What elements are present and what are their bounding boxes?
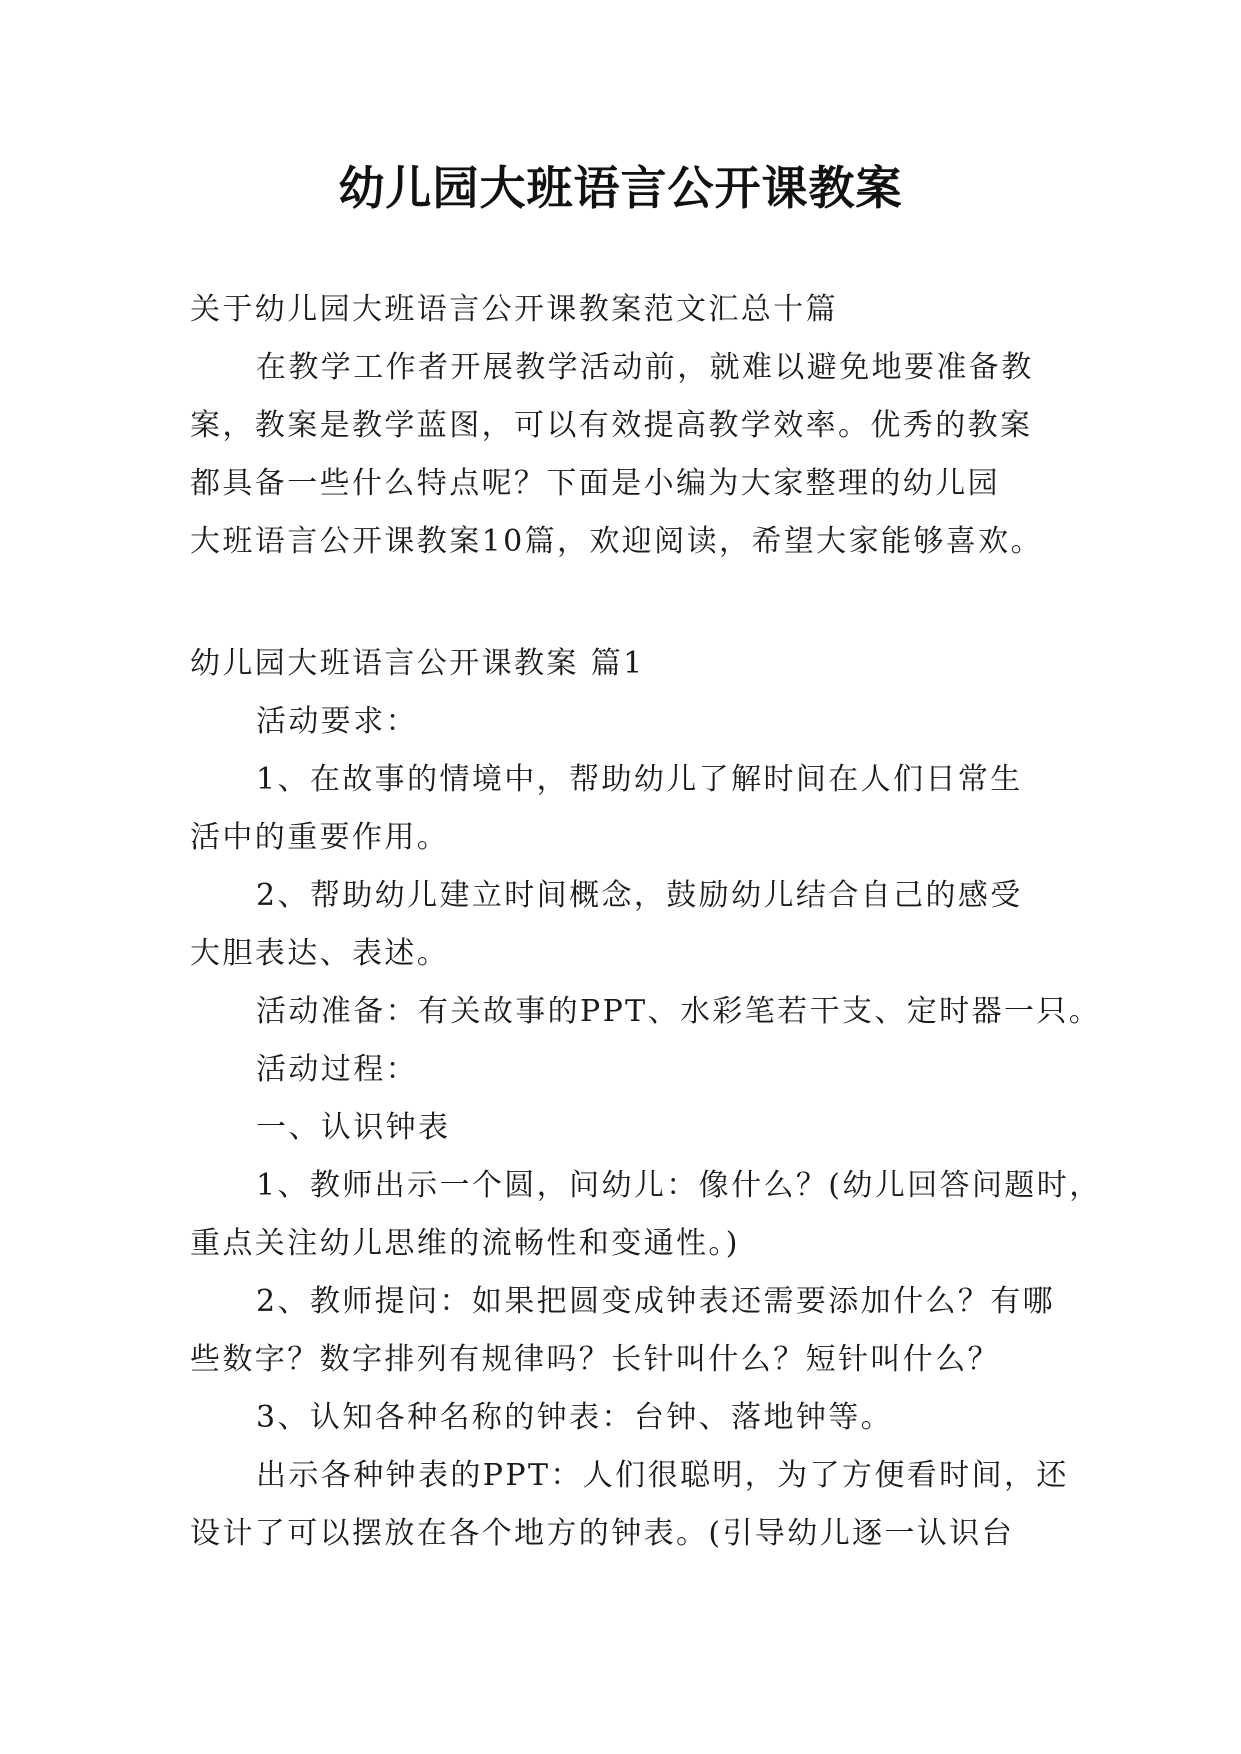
paragraph-line: 2、教师提问：如果把圆变成钟表还需要添加什么？有哪 xyxy=(256,1284,1056,1319)
paragraph-line: 大班语言公开课教案10篇，欢迎阅读，希望大家能够喜欢。 xyxy=(190,524,1043,559)
paragraph-line: 一、认识钟表 xyxy=(256,1110,451,1145)
paragraph-line: 案，教案是教学蓝图，可以有效提高教学效率。优秀的教案 xyxy=(190,408,1033,443)
paragraph-line: 活动过程： xyxy=(256,1052,418,1087)
paragraph-line: 1、在故事的情境中，帮助幼儿了解时间在人们日常生 xyxy=(256,762,1023,797)
paragraph-line: 2、帮助幼儿建立时间概念，鼓励幼儿结合自己的感受 xyxy=(256,878,1023,913)
paragraph-line: 在教学工作者开展教学活动前，就难以避免地要准备教 xyxy=(256,350,1034,385)
paragraph-line: 活中的重要作用。 xyxy=(190,820,450,855)
intro-heading: 关于幼儿园大班语言公开课教案范文汇总十篇 xyxy=(190,292,838,327)
paragraph-line: 活动要求： xyxy=(256,704,418,739)
paragraph-line: 出示各种钟表的PPT：人们很聪明，为了方便看时间，还 xyxy=(256,1458,1069,1493)
paragraph-line: 都具备一些什么特点呢？下面是小编为大家整理的幼儿园 xyxy=(190,466,1000,501)
paragraph-line: 大胆表达、表述。 xyxy=(190,936,450,971)
paragraph-line: 些数字？数字排列有规律吗？长针叫什么？短针叫什么？ xyxy=(190,1342,1000,1377)
document-title: 幼儿园大班语言公开课教案 xyxy=(338,161,903,215)
section-heading: 幼儿园大班语言公开课教案 篇1 xyxy=(190,646,645,681)
paragraph-line: 重点关注幼儿思维的流畅性和变通性。) xyxy=(190,1226,740,1261)
paragraph-line: 3、认知各种名称的钟表：台钟、落地钟等。 xyxy=(256,1400,894,1435)
paragraph-line: 1、教师出示一个圆，问幼儿：像什么？(幼儿回答问题时， xyxy=(256,1168,1102,1203)
paragraph-line: 活动准备：有关故事的PPT、水彩笔若干支、定时器一只。 xyxy=(256,994,1102,1029)
paragraph-line: 设计了可以摆放在各个地方的钟表。(引导幼儿逐一认识台 xyxy=(190,1516,1015,1551)
